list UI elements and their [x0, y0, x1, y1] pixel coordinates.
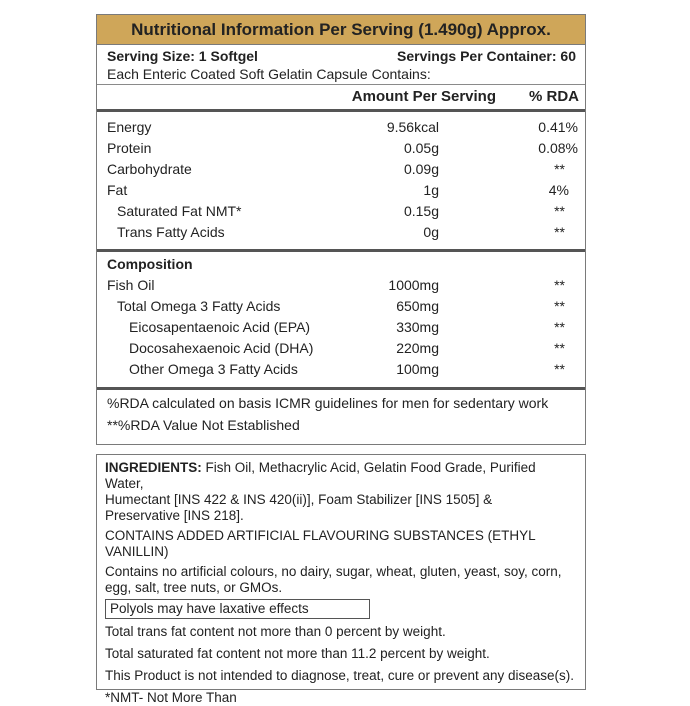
rda-column-header: % RDA — [528, 88, 579, 105]
composition-row-other-omega3 — [97, 359, 585, 380]
composition-amount: 100mg — [396, 361, 439, 377]
flavouring-statement: CONTAINS ADDED ARTIFICIAL FLAVOURING SUBSTANCES (ETHYL VANILLIN) — [105, 528, 536, 559]
serving-size: Serving Size: 1 Softgel — [107, 48, 258, 64]
ingredients-panel — [96, 454, 586, 705]
composition-rda: ** — [554, 361, 565, 377]
free-from-line-2: egg, salt, tree nuts, or GMOs. — [105, 580, 283, 595]
composition-row-fish-oil — [97, 275, 585, 296]
composition-name: Other Omega 3 Fatty Acids — [129, 361, 298, 377]
composition-rda: ** — [554, 319, 565, 335]
nutrient-amount: 9.56kcal — [386, 119, 439, 135]
nutrient-name: Trans Fatty Acids — [117, 224, 225, 240]
nutrient-amount: 0.05g — [403, 140, 439, 156]
nutrient-row-fat — [97, 180, 585, 201]
nutrient-row-trans-fat — [97, 222, 585, 243]
composition-row-dha — [97, 338, 585, 359]
nutrient-rda: ** — [554, 203, 565, 219]
nutrient-amount: 1g — [423, 182, 439, 198]
composition-name: Eicosapentaenoic Acid (EPA) — [129, 319, 311, 335]
nutrient-name: Protein — [107, 140, 152, 156]
nutrient-rda: 0.41% — [538, 119, 578, 135]
polyols-warning: Polyols may have laxative effects — [105, 599, 370, 619]
composition-rda: ** — [554, 298, 565, 314]
free-from-statement — [97, 564, 585, 596]
ingredients-line-3: Preservative [INS 218]. — [105, 508, 244, 523]
nutrition-panel — [96, 14, 586, 445]
composition-row-epa — [97, 317, 585, 338]
nutrient-amount: 0.09g — [403, 161, 439, 177]
nutrient-rda: ** — [554, 224, 565, 240]
polyols-row — [97, 596, 585, 619]
nutrient-row-carbohydrate — [97, 159, 585, 180]
servings-per-container: Servings Per Container: 60 — [397, 48, 576, 64]
nmt-footnote: *NMT- Not More Than — [105, 690, 237, 705]
composition-rda: ** — [554, 277, 565, 293]
composition-amount: 650mg — [396, 298, 439, 314]
nutrient-name: Energy — [107, 119, 152, 135]
composition-rda: ** — [554, 340, 565, 356]
trans-fat-statement: Total trans fat content not more than 0 percent by weight. — [105, 624, 446, 639]
nutrient-name: Saturated Fat NMT* — [117, 203, 242, 219]
nutrient-row-protein — [97, 138, 585, 159]
nutrient-row-saturated-fat — [97, 201, 585, 222]
free-from-line-1: Contains no artificial colours, no dairy, sugar, wheat, gluten, yeast, soy, corn, — [105, 564, 562, 579]
rda-footnote: %RDA calculated on basis ICMR guidelines for men for sedentary work — [107, 395, 549, 411]
composition-amount: 1000mg — [388, 277, 439, 293]
nutrient-name: Fat — [107, 182, 128, 198]
composition-name: Total Omega 3 Fatty Acids — [117, 298, 281, 314]
nutrient-rda: 0.08% — [538, 140, 578, 156]
composition-amount: 220mg — [396, 340, 439, 356]
ingredients-label: INGREDIENTS: — [105, 460, 202, 475]
serving-row — [97, 46, 585, 67]
composition-amount: 330mg — [396, 319, 439, 335]
composition-name: Docosahexaenoic Acid (DHA) — [129, 340, 314, 356]
composition-heading-row — [97, 254, 585, 275]
sat-fat-statement: Total saturated fat content not more than 11.2 percent by weight. — [105, 646, 490, 661]
nutrition-title: Nutritional Information Per Serving (1.490g) Approx. — [97, 15, 585, 45]
composition-heading: Composition — [107, 256, 193, 272]
ingredients-line-1: Fish Oil, Methacrylic Acid, Gelatin Food Grade, Purified Water, — [105, 460, 536, 491]
composition-name: Fish Oil — [107, 277, 155, 293]
not-established-footnote: **%RDA Value Not Established — [107, 417, 300, 433]
column-header-row — [97, 84, 585, 109]
nutrient-row-energy — [97, 117, 585, 138]
composition-row-omega3 — [97, 296, 585, 317]
capsule-row — [97, 67, 585, 84]
divider — [97, 109, 585, 117]
disclaimer-statement: This Product is not intended to diagnose, treat, cure or prevent any disease(s). — [105, 668, 575, 683]
nutrient-amount: 0g — [423, 224, 439, 240]
capsule-text: Each Enteric Coated Soft Gelatin Capsule Contains: — [107, 66, 431, 82]
ingredients-line-2: Humectant [INS 422 & INS 420(ii)], Foam Stabilizer [INS 1505] & — [105, 492, 493, 507]
amount-column-header: Amount Per Serving — [351, 88, 496, 105]
ingredients-list — [97, 455, 585, 524]
nutrient-name: Carbohydrate — [107, 161, 192, 177]
nutrient-rda: ** — [554, 161, 565, 177]
nutrient-amount: 0.15g — [403, 203, 439, 219]
nutrient-rda: 4% — [548, 182, 569, 198]
